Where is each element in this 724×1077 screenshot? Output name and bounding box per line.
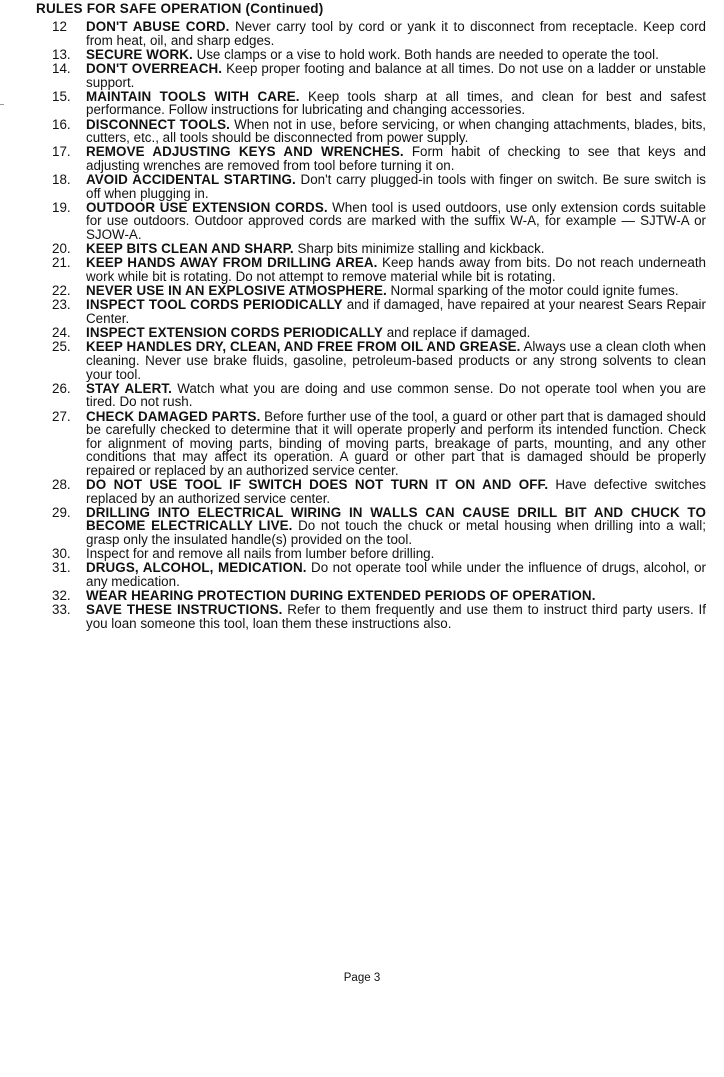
rule-title: DO NOT USE TOOL IF SWITCH DOES NOT TURN IT ON AND OFF. <box>86 477 549 493</box>
rule-title: DRUGS, ALCOHOL, MEDICATION. <box>86 560 307 576</box>
rule-item <box>46 173 706 200</box>
rule-number: 21. <box>52 255 71 271</box>
page-number: Page 3 <box>343 972 381 984</box>
rule-number: 31. <box>52 560 71 576</box>
rule-number: 26. <box>52 380 71 396</box>
rule-item <box>46 340 706 381</box>
rule-text: Watch what you are doing and use common sense. Do not operate tool when you are tired. Do not rush. <box>86 380 706 410</box>
rule-item <box>46 326 706 340</box>
rule-text: Keep proper footing and balance at all times. Do not use on a ladder or unstable support. <box>86 60 706 90</box>
rule-number: 13. <box>52 46 71 62</box>
rule-number: 24. <box>52 325 71 341</box>
section-heading: RULES FOR SAFE OPERATION (Continued) <box>36 1 324 16</box>
rule-title: INSPECT TOOL CORDS PERIODICALLY <box>86 297 343 313</box>
rule-item <box>46 603 706 630</box>
rule-text: Keep tools sharp at all times, and clean for best and safest performance. Follow instructions for lubricating and changing accessories. <box>86 88 706 118</box>
rule-number: 27. <box>52 408 71 424</box>
rule-number: 16. <box>52 116 71 132</box>
rule-number: 30. <box>52 546 71 562</box>
rule-title: AVOID ACCIDENTAL STARTING. <box>86 172 296 188</box>
rule-text: and replace if damaged. <box>383 325 531 341</box>
rule-item <box>46 20 706 47</box>
rule-title: OUTDOOR USE EXTENSION CORDS. <box>86 199 328 215</box>
rule-number: 12 <box>52 19 67 34</box>
rule-text: Never carry tool by cord or yank it to disconnect from receptacle. Keep cord from heat, oil, and sharp edges. <box>86 19 706 48</box>
rule-item <box>46 284 706 298</box>
rule-text: Do not touch the chuck or metal housing when drilling into a wall; grasp only the insulated handle(s) provided on the tool. <box>86 518 706 548</box>
rule-number: 15. <box>52 88 71 104</box>
rule-item <box>46 410 706 478</box>
rule-item <box>46 478 706 505</box>
rule-text: Inspect for and remove all nails from lumber before drilling. <box>86 546 435 562</box>
rule-number: 23. <box>52 297 71 313</box>
rule-number: 18. <box>52 172 71 188</box>
rule-number: 22. <box>52 283 71 299</box>
rule-title: CHECK DAMAGED PARTS. <box>86 408 261 424</box>
rule-title: DRILLING INTO ELECTRICAL WIRING IN WALLS CAN CAUSE DRILL BIT AND CHUCK TO BECOME ELECTRICALLY LIVE. <box>86 504 706 534</box>
rule-item <box>46 561 706 588</box>
rules-list <box>46 20 706 631</box>
rule-text: Refer to them frequently and use them to instruct third party users. If you loan someone this tool, loan them these instructions also. <box>86 602 707 631</box>
rule-item <box>46 201 706 242</box>
rule-title: KEEP HANDS AWAY FROM DRILLING AREA. <box>86 255 378 271</box>
rule-item <box>46 506 706 547</box>
rule-title: STAY ALERT. <box>86 380 172 396</box>
rule-number: 28. <box>52 477 71 493</box>
rule-item <box>46 256 706 283</box>
rule-text: Don't carry plugged-in tools with finger on switch. Be sure switch is off when plugging in. <box>86 172 706 201</box>
rule-item <box>46 382 706 409</box>
rule-number: 33. <box>52 602 71 618</box>
rule-item <box>46 145 706 172</box>
rule-text: Always use a clean cloth when cleaning. Never use brake fluids, gasoline, petroleum-based products or any strong solvents to clean your tool. <box>86 339 706 382</box>
rule-text: Normal sparking of the motor could ignite fumes. <box>386 283 679 299</box>
rule-item <box>46 298 706 325</box>
rule-title: DON'T ABUSE CORD. <box>86 19 230 34</box>
rule-title: WEAR HEARING PROTECTION DURING EXTENDED PERIODS OF OPERATION. <box>86 588 596 604</box>
rule-number: 20. <box>52 241 71 257</box>
rule-title: SAVE THESE INSTRUCTIONS. <box>86 602 283 618</box>
rule-item <box>46 118 706 145</box>
rule-title: REMOVE ADJUSTING KEYS AND WRENCHES. <box>86 144 404 160</box>
rule-number: 29. <box>52 504 71 520</box>
rule-title: KEEP HANDLES DRY, CLEAN, AND FREE FROM OIL AND GREASE. <box>86 339 521 355</box>
rule-title: KEEP BITS CLEAN AND SHARP. <box>86 241 294 257</box>
rule-text: Sharp bits minimize stalling and kickback. <box>293 241 545 257</box>
rule-text: When tool is used outdoors, use only extension cords suitable for use outdoors. Outdoor approved cords are marked with the suffix W-A, for example — SJTW-A or SJOW-A. <box>86 199 706 243</box>
rule-number: 32. <box>52 588 71 604</box>
rule-title: INSPECT EXTENSION CORDS PERIODICALLY <box>86 325 383 341</box>
rule-title: DON'T OVERREACH. <box>86 60 223 76</box>
rule-title: DISCONNECT TOOLS. <box>86 116 230 132</box>
rule-item <box>46 48 706 62</box>
rule-title: NEVER USE IN AN EXPLOSIVE ATMOSPHERE. <box>86 283 387 299</box>
rule-text: and if damaged, have repaired at your nearest Sears Repair Center. <box>86 297 706 326</box>
rule-text: Before further use of the tool, a guard or other part that is damaged should be carefully checked to determine that it will operate properly and perform its intended function. Check for alignment of moving parts, binding of moving parts, breakage of parts, mounting, and any other conditions that may affect its operation. A guard or other part that is damaged should be properly repaired or replaced by an authorized service center. <box>86 408 706 478</box>
rule-number: 19. <box>52 199 71 215</box>
rule-text: When not in use, before servicing, or when changing attachments, blades, bits, cutters, etc., all tools should be disconnected from power supply. <box>86 116 706 146</box>
rule-text: Have defective switches replaced by an authorized service center. <box>86 477 706 506</box>
rule-number: 25. <box>52 339 71 355</box>
rule-item <box>46 90 706 117</box>
rule-text: Use clamps or a vise to hold work. Both hands are needed to operate the tool. <box>192 46 659 62</box>
rule-number: 14. <box>52 60 71 76</box>
rule-item <box>46 242 706 256</box>
rule-item <box>46 589 706 603</box>
scan-margin-mark <box>0 104 4 105</box>
rule-item <box>46 62 706 89</box>
rule-text: Keep hands away from bits. Do not reach underneath work while bit is rotating. Do not attempt to remove material while bit is rotating. <box>86 255 706 285</box>
rule-title: SECURE WORK. <box>86 46 193 62</box>
rule-number: 17. <box>52 144 71 160</box>
rule-title: MAINTAIN TOOLS WITH CARE. <box>86 88 300 104</box>
rule-item <box>46 547 706 561</box>
rule-text: Do not operate tool while under the influence of drugs, alcohol, or any medication. <box>86 560 706 590</box>
rule-text: Form habit of checking to see that keys and adjusting wrenches are removed from tool before turning it on. <box>86 144 707 173</box>
